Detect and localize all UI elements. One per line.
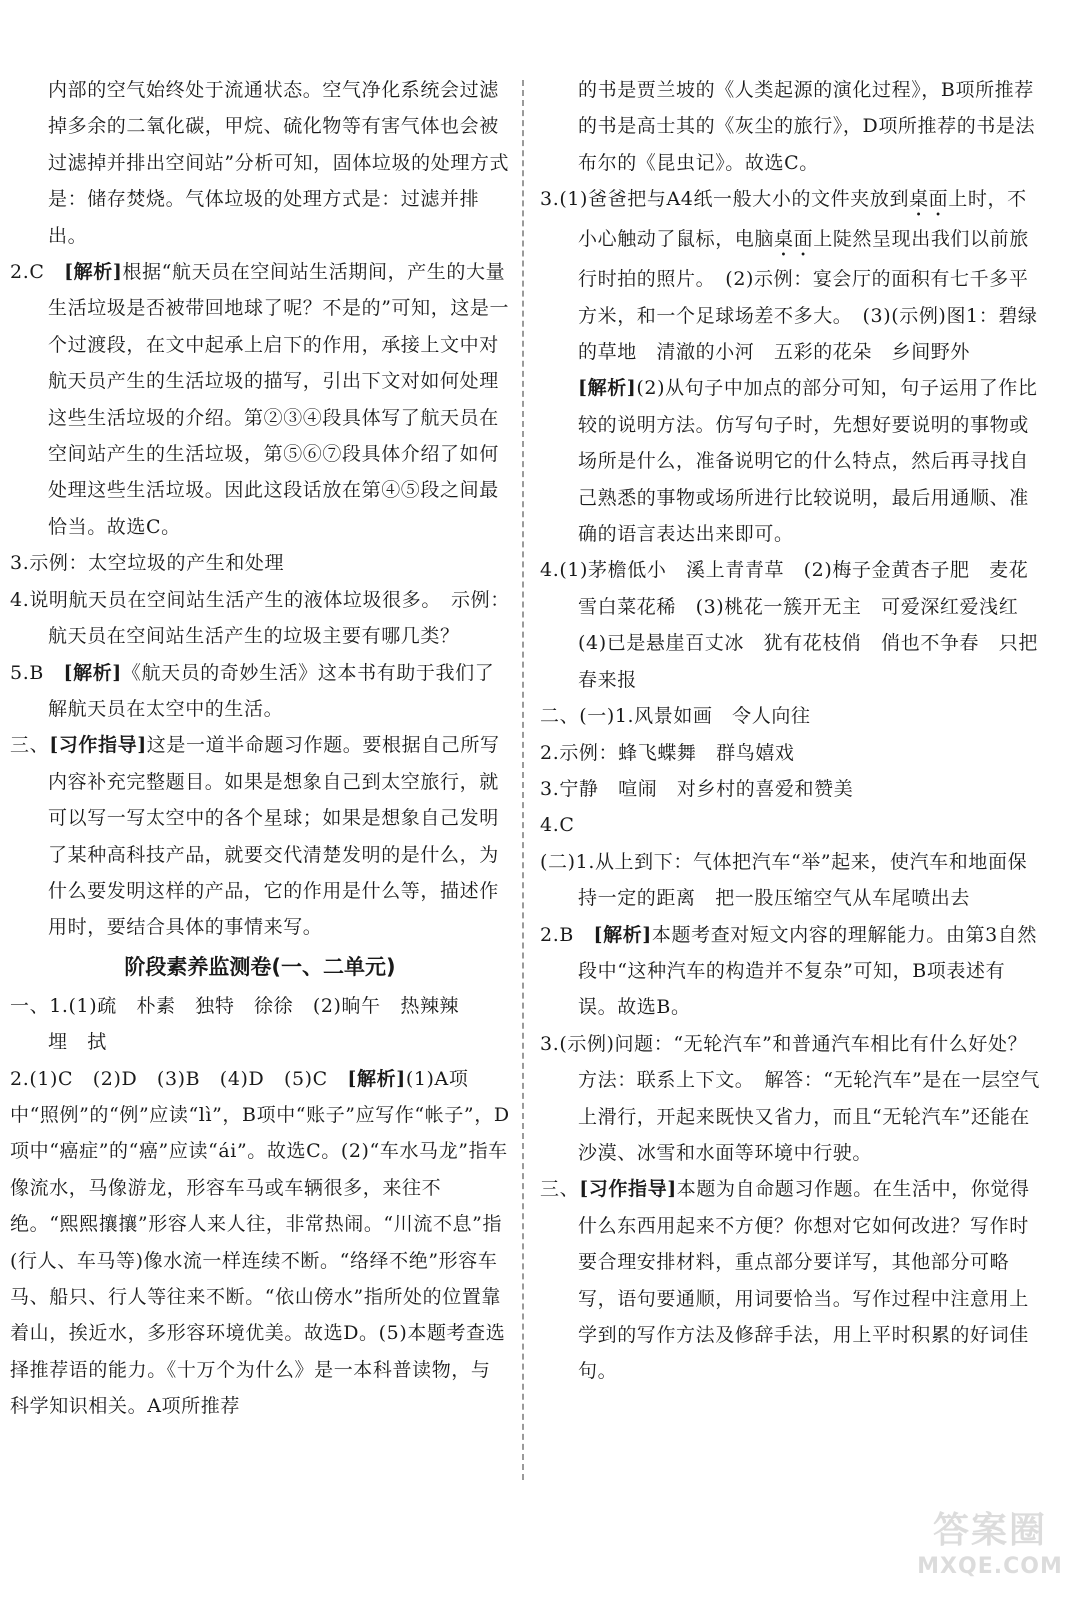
analysis-tag: [解析] [347,1067,406,1090]
answer-part2b-q3: 3.(示例)问题：“无轮汽车”和普通汽车相比有什么好处？方法：联系上下文。 解答：“无轮汽车”是在一层空气上滑行，开起来既快又省力，而且“无轮汽车”还能在沙漠、冰雪和水面等环境中行驶。 [540,1032,1040,1164]
section-number: 三、 [540,1178,580,1201]
answer-q2 [10,254,510,545]
analysis-tag: [解析] [593,923,652,946]
guidance-text: 这是一道半命题习作题。要根据自己所写内容补充完整题目。如果是想象自己到太空旅行，就可以写一写太空中的各个星球；如果是想象自己发明了某种高科技产品，就要交代清楚发明的是什么，为什么要发明这样的产品，它的作用是什么等，描述作用时，要结合具体的事情来写。 [48,734,500,939]
right-column [540,72,1040,1390]
answer-part2-q2: 2.示例：蜂飞蝶舞 群鸟嬉戏 [540,741,795,764]
analysis-text: 根据“航天员在空间站生活期间，产生的大量生活垃圾是否被带回地球了呢？不是的”可知，这是一个过渡段，在文中起承上启下的作用，承接上文中对航天员产生的生活垃圾的描写，引出下文对如何处理这些生活垃圾的介绍。第②③④段具体写了航天员在空间站产生的生活垃圾，第⑤⑥⑦段具体介绍了如何处理这些生活垃圾。因此这段话放在第④⑤段之间最恰当。故选C。 [48,261,510,538]
answer-number: 2.(1)C (2)D (3)B (4)D (5)C [10,1067,328,1090]
analysis-text: (2)从句子中加点的部分可知，句子运用了作比较的说明方法。仿写句子时，先想好要说明的事物或场所是什么，准备说明它的什么特点，然后再寻找自己熟悉的事物或场所进行比较说明，最后用通顺、准确的语言表达出来即可。 [578,377,1038,546]
analysis-tag: [解析] [63,661,122,684]
answer-number: 2.C [10,261,45,284]
analysis-text: (1)A项中“照例”的“例”应读“lì”，B项中“账子”应写作“帐子”，D项中“癌症”的“癌”应读“ái”。故选C。(2)“车水马龙”指车像流水，马像游龙，形容车马或车辆很多，来往不绝。“熙熙攘攘”形容人来人往，非常热闹。“川流不息”指(行人、车马等)像水流一样连续不断。“络绎不绝”形容车马、船只、行人等往来不断。“依山傍水”指所处的位置靠着山，挨近水，多形容环境优美。故选D。(5)本题考查选择推荐语的能力。《十万个为什么》是一本科普读物，与科学知识相关。A项所推荐 [10,1067,510,1418]
answer-part2b-q1: (二)1.从上到下：气体把汽车“举”起来，使汽车和地面保持一定的距离 把一股压缩空气从车尾喷出去 [540,850,1028,910]
left-column [10,72,510,1425]
answer-q4: 4.说明航天员在空间站生活产生的液体垃圾很多。 示例：航天员在空间站生活产生的垃圾主要有哪几类？ [10,588,510,648]
emphasized-word: 桌面 [909,188,949,211]
answer-part2-q4: 4.C [540,814,575,837]
analysis-tag: [解析] [64,261,123,284]
analysis-tag: [解析] [578,377,637,400]
answer-part2-q1: 二、(一)1.风景如画 令人向往 [540,705,811,728]
answer-q1-continued: 内部的空气始终处于流通状态。空气净化系统会过滤掉多余的二氧化碳，甲烷、硫化物等有害气体也会被过滤掉并排出空间站”分析可知，固体垃圾的处理方式是：储存焚烧。气体垃圾的处理方式是：过滤并排出。 [48,79,510,247]
answer-text: 3.(1)爸爸把与A4纸一般大小的文件夹放到 [540,188,910,211]
answer-part1-q1-continued: 埋 拭 [48,1031,107,1054]
column-divider [522,80,524,1480]
answer-part1-q2 [10,1061,510,1425]
answer-q2-continued: 的书是贾兰坡的《人类起源的演化过程》，B项所推荐的书是高士其的《灰尘的旅行》，D项所推荐的书是法布尔的《昆虫记》。故选C。 [578,79,1036,174]
answer-number: 2.B [540,923,574,946]
answer-text: 上时，不小心触动了鼠标，电脑 [578,188,1027,251]
answer-q3: 3.示例：太空垃圾的产生和处理 [10,552,285,575]
answer-part2b-q2 [540,917,1040,1026]
guidance-tag: [习作指导] [579,1178,677,1201]
site-watermark-logo [915,1502,1065,1590]
answer-q3-sentences [540,181,1040,552]
watermark-text-en: MXQE.COM [917,1554,1063,1579]
answer-text: 上陡然呈现出我们以前旅行时拍的照片。 (2)示例：宴会厅的面积有七千多平方米，和一个足球场差不多大。 (3)(示例)图1：碧绿的草地 清澈的小河 五彩的花朵 乡间野外 [578,228,1038,364]
answer-part2-q3: 3.宁静 喧闹 对乡村的喜爱和赞美 [540,777,854,800]
writing-guidance [10,727,510,945]
answer-q4-poems: 4.(1)茅檐低小 溪上青青草 (2)梅子金黄杏子肥 麦花雪白菜花稀 (3)桃花一簇开无主 可爱深红爱浅红 (4)已是悬崖百丈冰 犹有花枝俏 俏也不争春 只把春来报 [540,559,1038,691]
writing-guidance [540,1171,1040,1389]
emphasized-word: 桌面 [774,228,814,251]
analysis-text: 《航天员的奇妙生活》这本书有助于我们了解航天员在太空中的生活。 [48,661,495,720]
answer-q5 [10,655,510,728]
guidance-tag: [习作指导] [49,734,147,757]
answer-part1-q1: 一、1.(1)疏 朴素 独特 徐徐 (2)晌午 热辣辣 [10,994,460,1017]
analysis-text: 本题考查对短文内容的理解能力。由第3自然段中“这种汽车的构造并不复杂”可知，B项表述有误。故选B。 [578,923,1037,1019]
answer-number: 5.B [10,661,44,684]
section-number: 三、 [10,734,50,757]
watermark-text-cn: 答案圈 [932,1510,1047,1551]
guidance-text: 本题为自命题习作题。在生活中，你觉得什么东西用起来不方便？你想对它如何改进？写作时要合理安排材料，重点部分要详写，其他部分可略写，语句要通顺，用词要恰当。写作过程中注意用上学到的写作方法及修辞手法，用上平时积累的好词佳句。 [578,1178,1030,1383]
section-title: 阶段素养监测卷(一、二单元) [124,954,396,979]
